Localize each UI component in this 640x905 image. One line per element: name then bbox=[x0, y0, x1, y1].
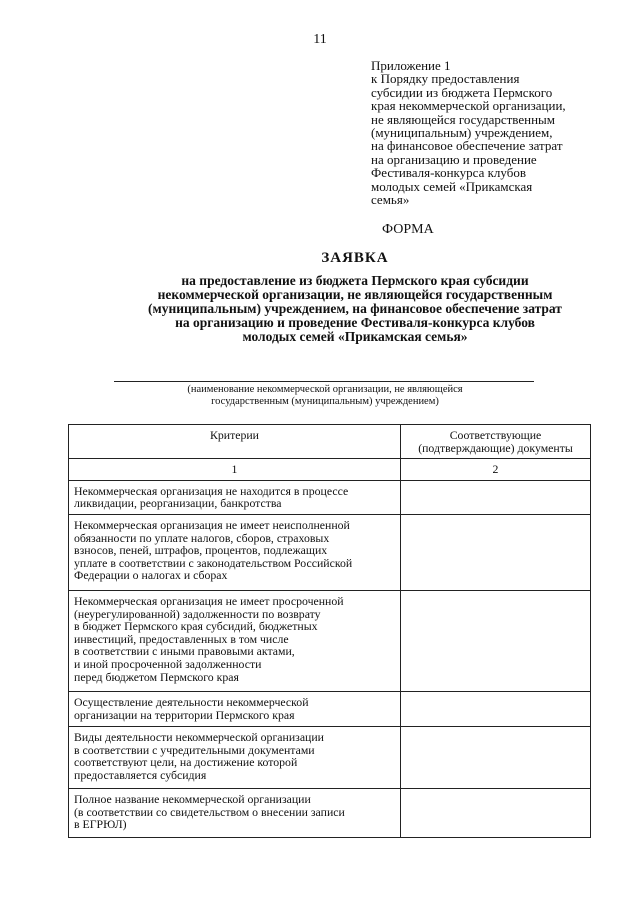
document-title: ЗАЯВКА bbox=[321, 250, 389, 266]
criterion-line: (в соответствии со свидетельством о внесении записи bbox=[74, 804, 345, 819]
criterion-line: (неурегулированной) задолженности по возврату bbox=[74, 606, 321, 621]
appendix-line: Фестиваля-конкурса клубов bbox=[371, 165, 526, 181]
document-cell[interactable] bbox=[401, 691, 591, 726]
subtitle-line: на предоставление из бюджета Пермского края субсидии bbox=[181, 273, 529, 288]
criterion-line: уплате в соответствии с законодательством Российской bbox=[74, 555, 353, 570]
criteria-table bbox=[68, 424, 591, 838]
appendix-line: на финансовое обеспечение затрат bbox=[371, 138, 563, 154]
column-number-row bbox=[69, 459, 591, 481]
criterion-line: организации на территории Пермского края bbox=[74, 707, 295, 722]
appendix-line: к Порядку предоставления bbox=[371, 71, 520, 87]
caption-line: государственным (муниципальным) учреждением) bbox=[211, 396, 439, 407]
subtitle-line: молодых семей «Прикамская семья» bbox=[242, 329, 468, 344]
table-header-row bbox=[69, 425, 591, 459]
organization-name-line bbox=[114, 381, 534, 382]
criterion-line: предоставляется субсидия bbox=[74, 767, 207, 782]
appendix-line: на организацию и проведение bbox=[371, 151, 537, 167]
criterion-line: и иной просроченной задолженности bbox=[74, 656, 262, 671]
criterion-line: в бюджет Пермского края субсидий, бюджетных bbox=[74, 619, 318, 634]
table-row bbox=[69, 788, 591, 837]
header-criteria: Критерии bbox=[69, 425, 401, 459]
criterion-cell bbox=[69, 590, 401, 691]
form-label: ФОРМА bbox=[382, 222, 434, 237]
appendix-line: субсидии из бюджета Пермского bbox=[371, 84, 553, 100]
table-row bbox=[69, 691, 591, 726]
document-subtitle bbox=[60, 274, 640, 344]
table-row bbox=[69, 590, 591, 691]
column-number: 2 bbox=[401, 459, 591, 481]
criterion-line: Виды деятельности некоммерческой организации bbox=[74, 729, 324, 744]
criterion-line: Осуществление деятельности некоммерческой bbox=[74, 694, 309, 709]
subtitle-line: на организацию и проведение Фестиваля-конкурса клубов bbox=[175, 315, 535, 330]
criterion-line: в ЕГРЮЛ) bbox=[74, 817, 127, 832]
table-row bbox=[69, 480, 591, 514]
table-row bbox=[69, 726, 591, 788]
subtitle-line: некоммерческой организации, не являющейся государственным bbox=[157, 287, 553, 302]
appendix-line: Приложение 1 bbox=[371, 58, 451, 73]
criterion-line: Полное название некоммерческой организации bbox=[74, 791, 311, 806]
table-row bbox=[69, 514, 591, 590]
appendix-block bbox=[371, 59, 616, 206]
column-number: 1 bbox=[69, 459, 401, 481]
caption-line: (наименование некоммерческой организации, не являющейся bbox=[187, 384, 463, 395]
appendix-line: края некоммерческой организации, bbox=[371, 98, 566, 114]
criterion-line: обязанности по уплате налогов, сборов, страховых bbox=[74, 530, 330, 545]
title-block bbox=[60, 250, 640, 344]
criterion-cell bbox=[69, 788, 401, 837]
criterion-cell bbox=[69, 514, 401, 590]
criterion-line: соответствуют цели, на достижение которой bbox=[74, 755, 298, 770]
page-number: 11 bbox=[313, 32, 327, 47]
criterion-line: ликвидации, реорганизации, банкротства bbox=[74, 496, 282, 511]
criterion-line: Некоммерческая организация не имеет просроченной bbox=[74, 593, 344, 608]
appendix-line: (муниципальным) учреждением, bbox=[371, 125, 553, 141]
document-cell[interactable] bbox=[401, 590, 591, 691]
header-line: (подтверждающие) документы bbox=[418, 440, 573, 455]
criterion-line: Некоммерческая организация не находится в процессе bbox=[74, 483, 349, 498]
criterion-cell bbox=[69, 726, 401, 788]
criterion-cell bbox=[69, 480, 401, 514]
criterion-cell bbox=[69, 691, 401, 726]
criterion-line: Некоммерческая организация не имеет неисполненной bbox=[74, 517, 350, 532]
organization-name-caption bbox=[100, 384, 550, 408]
document-cell[interactable] bbox=[401, 788, 591, 837]
criterion-line: Федерации о налогах и сборах bbox=[74, 568, 228, 583]
document-cell[interactable] bbox=[401, 726, 591, 788]
header-documents bbox=[401, 425, 591, 459]
header-line: Соответствующие bbox=[449, 428, 542, 442]
criterion-line: инвестиций, предоставленных в том числе bbox=[74, 631, 289, 646]
criterion-line: перед бюджетом Пермского края bbox=[74, 669, 239, 684]
appendix-line: семья» bbox=[371, 192, 410, 208]
appendix-line: молодых семей «Прикамская bbox=[371, 178, 533, 194]
criterion-line: взносов, пеней, штрафов, процентов, подлежащих bbox=[74, 543, 328, 558]
criterion-line: в соответствии с иными правовыми актами, bbox=[74, 644, 295, 659]
document-cell[interactable] bbox=[401, 480, 591, 514]
subtitle-line: (муниципальным) учреждением, на финансовое обеспечение затрат bbox=[148, 301, 562, 316]
criterion-line: в соответствии с учредительными документами bbox=[74, 742, 315, 757]
appendix-line: не являющейся государственным bbox=[371, 111, 555, 127]
document-cell[interactable] bbox=[401, 514, 591, 590]
